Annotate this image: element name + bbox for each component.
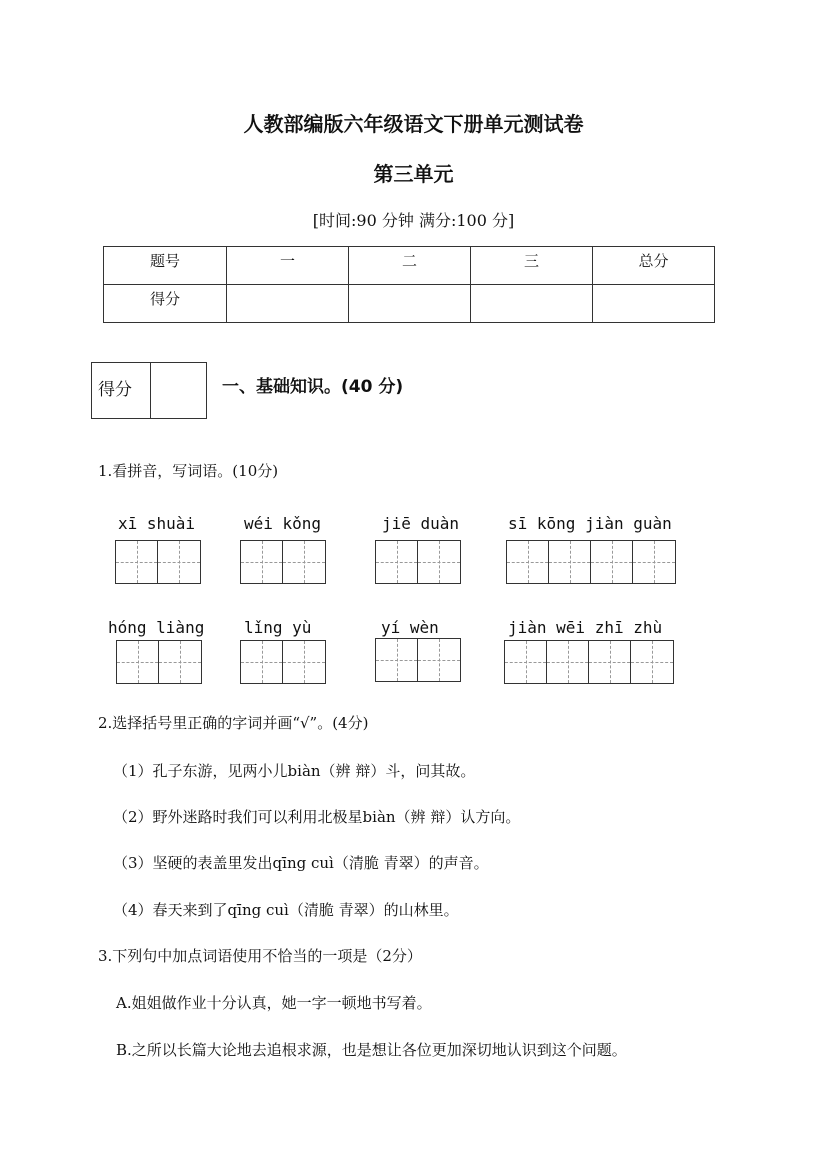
- pinyin-label: jiē duàn: [382, 514, 460, 533]
- writing-grid[interactable]: [240, 540, 326, 584]
- char-cell[interactable]: [505, 641, 547, 683]
- char-cell[interactable]: [158, 541, 200, 583]
- score-table-header-row: [104, 247, 715, 285]
- score-input-cell[interactable]: [227, 285, 349, 323]
- question-line: （4）春天来到了qīng cuì（清脆 青翠）的山林里。: [113, 901, 459, 919]
- char-cell[interactable]: [376, 639, 418, 681]
- score-input-cell[interactable]: [349, 285, 471, 323]
- divider: [150, 363, 151, 418]
- score-input-cell[interactable]: [471, 285, 593, 323]
- pinyin-label: lǐng yù: [244, 618, 312, 637]
- char-cell[interactable]: [283, 541, 325, 583]
- option-b: B.之所以长篇大论地去追根求源，也是想让各位更加深切地认识到这个问题。: [116, 1041, 627, 1059]
- char-cell[interactable]: [589, 641, 631, 683]
- char-cell[interactable]: [117, 641, 159, 683]
- table-cell: 总分: [593, 247, 715, 285]
- char-cell[interactable]: [376, 541, 418, 583]
- score-input-cell[interactable]: [593, 285, 715, 323]
- char-cell[interactable]: [116, 541, 158, 583]
- score-table-score-row: [104, 285, 715, 323]
- pinyin-label: wéi kǒng: [244, 514, 322, 533]
- question-1-title: 1.看拼音，写词语。(10分): [98, 462, 279, 480]
- pinyin-label: hóng liàng: [108, 618, 205, 637]
- char-cell[interactable]: [241, 541, 283, 583]
- section-title: 一、基础知识。(40 分): [222, 377, 404, 397]
- table-cell: 二: [349, 247, 471, 285]
- question-line: （3）坚硬的表盖里发出qīng cuì（清脆 青翠）的声音。: [113, 854, 489, 872]
- question-line: （1）孔子东游，见两小儿biàn（辨 辩）斗，问其故。: [113, 762, 476, 780]
- writing-grid[interactable]: [504, 640, 674, 684]
- page-title: 人教部编版六年级语文下册单元测试卷: [243, 112, 584, 136]
- writing-grid[interactable]: [116, 640, 202, 684]
- table-cell: 三: [471, 247, 593, 285]
- writing-grid[interactable]: [375, 540, 461, 584]
- char-cell[interactable]: [591, 541, 633, 583]
- pinyin-label: jiàn wēi zhī zhù: [508, 618, 663, 637]
- section-score-label: 得分: [98, 380, 132, 400]
- char-cell[interactable]: [283, 641, 325, 683]
- writing-grid[interactable]: [115, 540, 201, 584]
- pinyin-label: yí wèn: [381, 618, 439, 637]
- char-cell[interactable]: [547, 641, 589, 683]
- char-cell[interactable]: [241, 641, 283, 683]
- char-cell[interactable]: [418, 541, 460, 583]
- char-cell[interactable]: [633, 541, 675, 583]
- table-cell: 一: [227, 247, 349, 285]
- writing-grid[interactable]: [240, 640, 326, 684]
- pinyin-label: xī shuài: [118, 514, 196, 533]
- section-score-box: [91, 362, 207, 419]
- option-a: A.姐姐做作业十分认真，她一字一顿地书写着。: [116, 994, 432, 1012]
- question-2-title: 2.选择括号里正确的字词并画“√”。(4分): [98, 714, 369, 732]
- question-line: （2）野外迷路时我们可以利用北极星biàn（辨 辩）认方向。: [113, 808, 521, 826]
- table-cell: 得分: [104, 285, 227, 323]
- char-cell[interactable]: [159, 641, 201, 683]
- unit-title: 第三单元: [373, 162, 454, 186]
- char-cell[interactable]: [507, 541, 549, 583]
- writing-grid[interactable]: [375, 638, 461, 682]
- time-info: [时间:90 分钟 满分:100 分]: [312, 211, 515, 230]
- table-cell: 题号: [104, 247, 227, 285]
- score-table: [103, 246, 715, 323]
- pinyin-label: sī kōng jiàn guàn: [508, 514, 672, 533]
- char-cell[interactable]: [418, 639, 460, 681]
- writing-grid[interactable]: [506, 540, 676, 584]
- char-cell[interactable]: [631, 641, 673, 683]
- char-cell[interactable]: [549, 541, 591, 583]
- question-3-title: 3.下列句中加点词语使用不恰当的一项是（2分）: [98, 947, 422, 965]
